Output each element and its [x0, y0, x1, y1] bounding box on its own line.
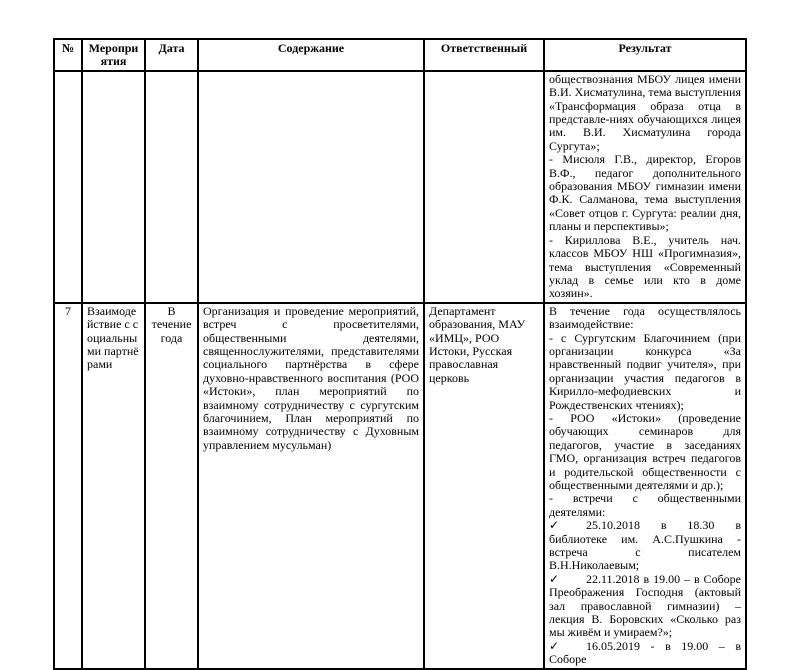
header-row	[54, 39, 746, 71]
content-cell	[198, 71, 424, 303]
result-cell	[544, 71, 746, 303]
checkmark-icon: ✓	[549, 571, 560, 586]
paragraph: В течение года осуществлялось взаимодействие:	[549, 303, 741, 332]
paragraph: - Кириллова В.Е., учитель нач. классов МБОУ НШ «Прогимназия», тема выступления «Современный уклад в семье или кто в доме хозяин».	[549, 232, 741, 301]
activity-cell	[82, 71, 145, 303]
check-list-item: ✓ 16.05.2019 - в 19.00 – в Соборе	[549, 638, 741, 667]
column-header-content: Содержание	[198, 39, 424, 71]
column-header-activity: Мероприятия	[82, 39, 145, 71]
paragraph: - Мисюля Г.В., директор, Егоров В.Ф., педагог дополнительного образования МБОУ гимназии имени Ф.К. Салманова, тема выступления «Совет отцов г. Сургута: реалии дня, планы и перспективы»;	[549, 152, 741, 234]
paragraph: обществознания МБОУ лицея имени В.И. Хисматулина, тема выступления «Трансформация образа отца в представле-ниях обучающихся лицея им. В.И. Хисматулина города Сургута»;	[549, 71, 741, 153]
row-number-cell	[54, 71, 82, 303]
table-row	[54, 303, 746, 669]
content-cell	[198, 303, 424, 669]
date-cell	[145, 71, 198, 303]
responsible-cell	[424, 303, 544, 669]
check-list-item: ✓ 22.11.2018 в 19.00 – в Соборе Преображения Господня (актовый зал православной гимназии) – лекция В. Боровских «Сколько раз мы живём и умираем?»;	[549, 571, 741, 640]
check-list-item: ✓ 25.10.2018 в 18.30 в библиотеке им. А.С.Пушкина - встреча с писателем В.Н.Николаевым;	[549, 518, 741, 573]
checkmark-icon: ✓	[549, 638, 560, 653]
table-row	[54, 71, 746, 303]
paragraph: - РОО «Истоки» (проведение обучающих семинаров для педагогов, участие в заседаниях ГМО, организация встреч педагогов и родительской общественности с общественными деятелями и др.);	[549, 410, 741, 492]
activity-cell: Взаимодействие с социальными партнёрами	[82, 303, 145, 669]
report-table	[53, 38, 747, 670]
paragraph: - с Сургутским Благочинием (при организации конкурса «За нравственный подвиг учителя», при организации участия педагогов в Кирилло-мефодиевских и Рождественских чтениях);	[549, 330, 741, 412]
paragraph: - встречи с общественными деятелями:	[549, 491, 741, 519]
paragraph: Департамент образования, МАУ «ИМЦ», РОО Истоки, Русская православная церковь	[429, 303, 526, 385]
column-header-date: Дата	[145, 39, 198, 71]
date-cell: В течение года	[145, 303, 198, 669]
checkmark-icon: ✓	[549, 518, 560, 533]
row-number-cell: 7	[54, 303, 82, 669]
column-header-responsible: Ответственный	[424, 39, 544, 71]
column-header-num: №	[54, 39, 82, 71]
responsible-cell	[424, 71, 544, 303]
result-cell	[544, 303, 746, 669]
paragraph: Организация и проведение мероприятий, встреч с просветителями, общественными деятелями, священнослужителями, представителями социального партнёрства в сфере духовно-нравственного воспитания (РОО «Истоки», план мероприятий по взаимному сотрудничеству с сургутским благочинием, План мероприятий по взаимному сотрудничеству с Духовным управлением мусульман)	[203, 303, 419, 452]
column-header-result: Результат	[544, 39, 746, 71]
